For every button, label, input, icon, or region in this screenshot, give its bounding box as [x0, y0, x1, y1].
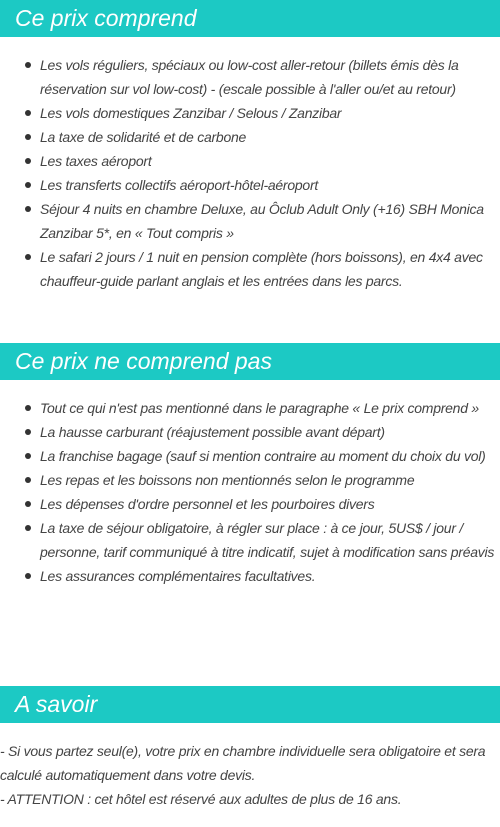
section-heading-not-included: Ce prix ne comprend pas [0, 343, 500, 380]
list-item: La franchise bagage (sauf si mention contraire au moment du choix du vol) [40, 444, 500, 468]
list-item: Le safari 2 jours / 1 nuit en pension complète (hors boissons), en 4x4 avec chauffeur-guide parlant anglais et les entrées dans les parcs. [40, 245, 500, 293]
to-know-notes [0, 739, 500, 811]
list-item: Les vols réguliers, spéciaux ou low-cost aller-retour (billets émis dès la réservation sur vol low-cost) - (escale possible à l'aller ou/et au retour) [40, 53, 500, 101]
list-item: Tout ce qui n'est pas mentionné dans le paragraphe « Le prix comprend » [40, 396, 500, 420]
list-item: Les assurances complémentaires facultatives. [40, 564, 500, 588]
note-paragraph: - Si vous partez seul(e), votre prix en chambre individuelle sera obligatoire et sera calculé automatiquement dans votre devis. [0, 743, 486, 783]
note-paragraph: - ATTENTION : cet hôtel est réservé aux adultes de plus de 16 ans. [0, 791, 402, 807]
list-item: La taxe de séjour obligatoire, à régler sur place : à ce jour, 5US$ / jour / personne, tarif communiqué à titre indicatif, sujet à modification sans préavis [40, 516, 500, 564]
list-item: Les vols domestiques Zanzibar / Selous / Zanzibar [40, 101, 500, 125]
included-list [0, 53, 500, 293]
section-heading-to-know: A savoir [0, 686, 500, 723]
list-item: Les transferts collectifs aéroport-hôtel-aéroport [40, 173, 500, 197]
list-item: La taxe de solidarité et de carbone [40, 125, 500, 149]
list-item: Les dépenses d'ordre personnel et les pourboires divers [40, 492, 500, 516]
section-heading-included: Ce prix comprend [0, 0, 500, 37]
not-included-list [0, 396, 500, 588]
list-item: La hausse carburant (réajustement possible avant départ) [40, 420, 500, 444]
list-item: Les taxes aéroport [40, 149, 500, 173]
list-item: Séjour 4 nuits en chambre Deluxe, au Ôclub Adult Only (+16) SBH Monica Zanzibar 5*, en « Tout compris » [40, 197, 500, 245]
list-item: Les repas et les boissons non mentionnés selon le programme [40, 468, 500, 492]
